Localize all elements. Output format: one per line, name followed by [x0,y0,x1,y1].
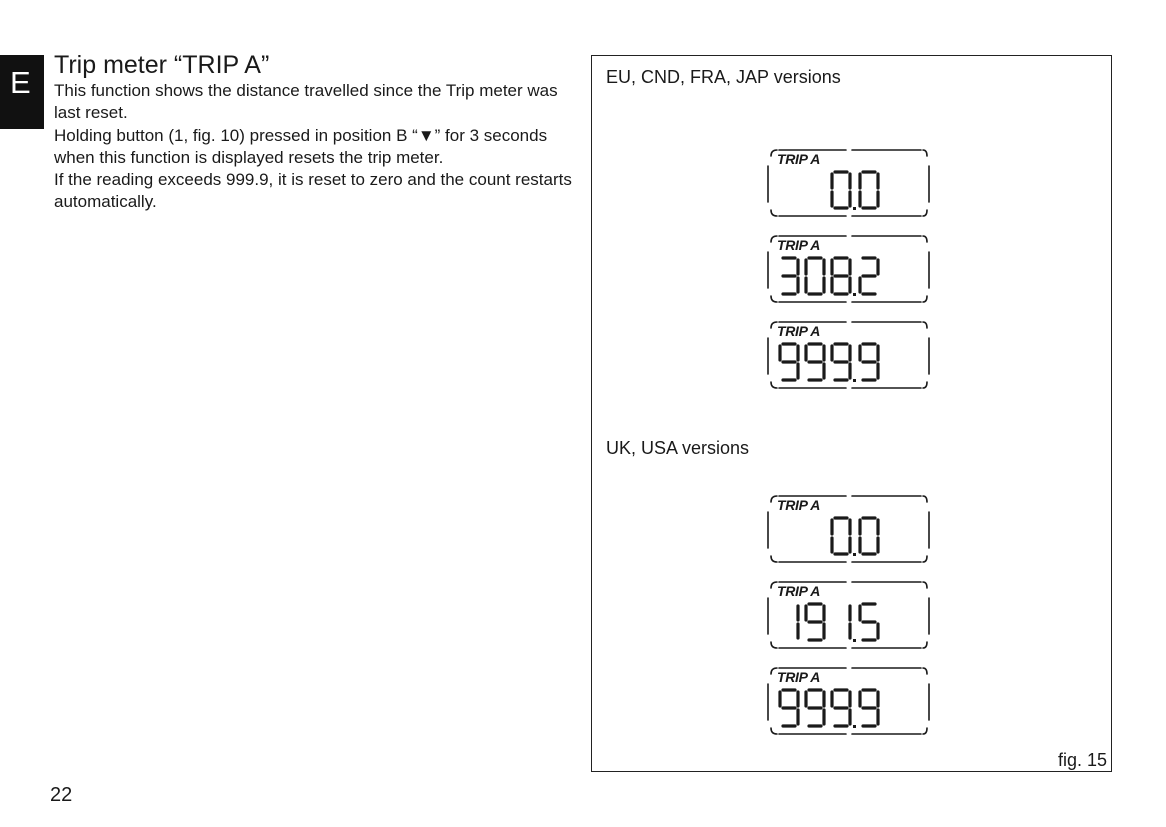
lcd-display [766,148,931,218]
lcd-value [766,500,931,570]
lcd-display [766,580,931,650]
page-title: Trip meter “TRIP A” [54,51,270,79]
lcd-value [766,672,931,742]
lcd-value [766,586,931,656]
section-tab [0,55,44,129]
group-label-uk: UK, USA versions [606,438,750,458]
lcd-display [766,494,931,564]
group-label-eu: EU, CND, FRA, JAP versions [606,67,841,87]
paragraph-2: Holding button (1, fig. 10) pressed in position B “▼” for 3 seconds when this function is displayed resets the trip meter. [54,125,548,167]
figure-caption: fig. 15 [1057,750,1107,770]
lcd-label: TRIP A [777,497,821,513]
lcd-display [766,666,931,736]
lcd-label: TRIP A [777,669,821,685]
lcd-label: TRIP A [777,323,821,339]
section-tab-letter: E [10,65,31,100]
lcd-value [766,240,931,310]
lcd-display [766,320,931,390]
lcd-label: TRIP A [777,583,821,599]
body-text [54,50,584,214]
lcd-value [766,326,931,396]
paragraph-1: This function shows the distance travelled since the Trip meter was last reset. [54,81,558,123]
lcd-display [766,234,931,304]
page-number: 22 [50,784,73,806]
lcd-label: TRIP A [777,151,821,167]
lcd-value [766,154,931,224]
paragraph-3: If the reading exceeds 999.9, it is reset to zero and the count restarts automatically. [54,170,572,212]
figure-panel [591,55,1112,772]
lcd-label: TRIP A [777,237,821,253]
